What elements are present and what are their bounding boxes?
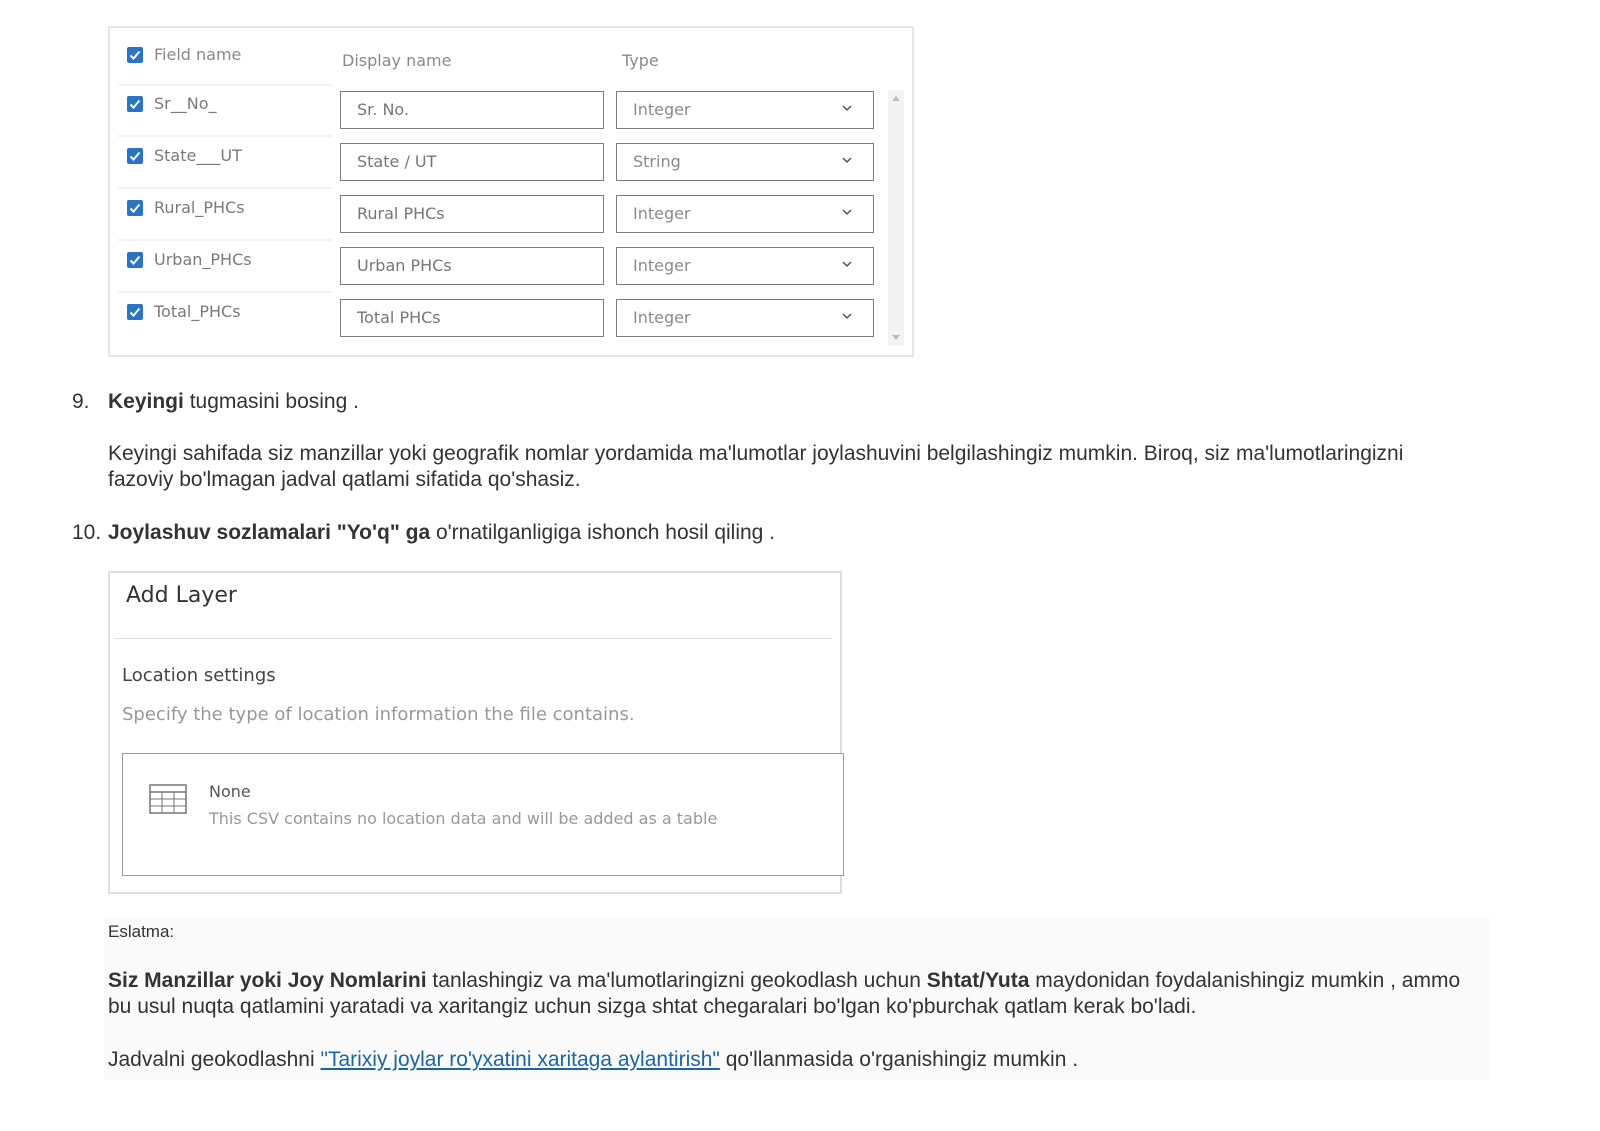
dialog-divider bbox=[114, 638, 832, 639]
note-p2-before: Jadvalni geokodlashni bbox=[108, 1048, 321, 1071]
type-header: Type bbox=[622, 51, 659, 70]
type-value: String bbox=[633, 152, 681, 171]
note-text-2: maydonidan foydalanishingiz mumkin , ammo bu usul nuqta qatlamini yaratadi va xaritangiz uchun sizga shtat chegaralari bo'lgan ko'pburchak qatlam kerak bo'ladi. bbox=[108, 969, 1461, 1018]
row-divider bbox=[118, 84, 332, 86]
step-9-rest: tugmasini bosing . bbox=[183, 390, 359, 413]
field-name-label: Urban_PHCs bbox=[154, 250, 252, 269]
row-divider bbox=[118, 291, 332, 293]
field-table-screenshot bbox=[108, 26, 914, 357]
field-name-label: Total_PHCs bbox=[154, 302, 241, 321]
note-paragraph-1 bbox=[108, 968, 1478, 1020]
display-name-input[interactable]: Sr. No. bbox=[340, 91, 604, 129]
type-value: Integer bbox=[633, 204, 691, 223]
display-name-header: Display name bbox=[342, 51, 452, 70]
scroll-up-arrow-icon[interactable] bbox=[892, 96, 900, 101]
select-all-checkbox[interactable] bbox=[127, 47, 143, 63]
step-9-bold: Keyingi bbox=[108, 390, 184, 413]
display-name-input[interactable]: Rural PHCs bbox=[340, 195, 604, 233]
note-box bbox=[104, 918, 1490, 1080]
row-divider bbox=[118, 187, 332, 189]
display-name-input[interactable]: Urban PHCs bbox=[340, 247, 604, 285]
type-value: Integer bbox=[633, 308, 691, 327]
chevron-down-icon bbox=[841, 312, 853, 320]
add-layer-screenshot bbox=[108, 571, 842, 894]
chevron-down-icon bbox=[841, 208, 853, 216]
note-bold-1: Siz Manzillar yoki Joy Nomlarini bbox=[108, 969, 427, 992]
type-dropdown[interactable] bbox=[616, 299, 874, 337]
checkmark-icon bbox=[129, 49, 141, 61]
type-dropdown[interactable] bbox=[616, 195, 874, 233]
location-settings-title: Location settings bbox=[122, 665, 276, 686]
type-value: Integer bbox=[633, 100, 691, 119]
type-dropdown[interactable] bbox=[616, 143, 874, 181]
step-10-text bbox=[108, 521, 775, 545]
field-checkbox[interactable] bbox=[127, 304, 143, 320]
option-desc: This CSV contains no location data and will be added as a table bbox=[209, 809, 718, 828]
step-10-number: 10. bbox=[72, 521, 102, 544]
note-bold-2: Shtat/Yuta bbox=[926, 969, 1030, 992]
type-dropdown[interactable] bbox=[616, 247, 874, 285]
location-settings-desc: Specify the type of location information the file contains. bbox=[122, 704, 635, 725]
step-9-number: 9. bbox=[72, 390, 90, 413]
display-name-input[interactable]: Total PHCs bbox=[340, 299, 604, 337]
tutorial-link[interactable]: "Tarixiy joylar ro'yxatini xaritaga aylantirish" bbox=[320, 1048, 720, 1071]
chevron-down-icon bbox=[841, 260, 853, 268]
row-divider bbox=[118, 135, 332, 137]
type-dropdown[interactable] bbox=[616, 91, 874, 129]
display-name-input[interactable]: State / UT bbox=[340, 143, 604, 181]
note-p2-after: qo'llanmasida o'rganishingiz mumkin . bbox=[719, 1048, 1079, 1071]
checkmark-icon bbox=[129, 98, 141, 110]
field-name-label: State___UT bbox=[154, 146, 242, 165]
step-9-text bbox=[108, 390, 359, 414]
field-name-label: Rural_PHCs bbox=[154, 198, 245, 217]
note-paragraph-2 bbox=[108, 1048, 1078, 1072]
chevron-down-icon bbox=[841, 156, 853, 164]
field-checkbox[interactable] bbox=[127, 96, 143, 112]
field-checkbox[interactable] bbox=[127, 200, 143, 216]
field-name-header: Field name bbox=[154, 45, 242, 64]
row-divider bbox=[118, 239, 332, 241]
checkmark-icon bbox=[129, 306, 141, 318]
location-option-none[interactable] bbox=[122, 753, 844, 876]
field-name-label: Sr__No_ bbox=[154, 94, 217, 113]
chevron-down-icon bbox=[841, 104, 853, 112]
type-value: Integer bbox=[633, 256, 691, 275]
field-checkbox[interactable] bbox=[127, 148, 143, 164]
field-checkbox[interactable] bbox=[127, 252, 143, 268]
dialog-title: Add Layer bbox=[126, 583, 237, 608]
step-10-rest: o'rnatilganligiga ishonch hosil qiling . bbox=[430, 521, 776, 544]
option-title: None bbox=[209, 782, 251, 801]
table-scrollbar[interactable] bbox=[888, 90, 904, 346]
step-9-paragraph: Keyingi sahifada siz manzillar yoki geografik nomlar yordamida ma'lumotlar joylashuvini belgilashingiz mumkin. Biroq, siz ma'lumotlaringizni fazoviy bo'lmagan jadval qatlami sifatida qo'shasiz. bbox=[108, 442, 1404, 491]
checkmark-icon bbox=[129, 202, 141, 214]
checkmark-icon bbox=[129, 254, 141, 266]
scroll-down-arrow-icon[interactable] bbox=[892, 335, 900, 340]
table-icon bbox=[149, 784, 187, 814]
checkmark-icon bbox=[129, 150, 141, 162]
step-10-bold: Joylashuv sozlamalari "Yo'q" ga bbox=[108, 521, 431, 544]
note-label: Eslatma: bbox=[108, 922, 175, 941]
note-text-1: tanlashingiz va ma'lumotlaringizni geokodlash uchun bbox=[426, 969, 927, 992]
